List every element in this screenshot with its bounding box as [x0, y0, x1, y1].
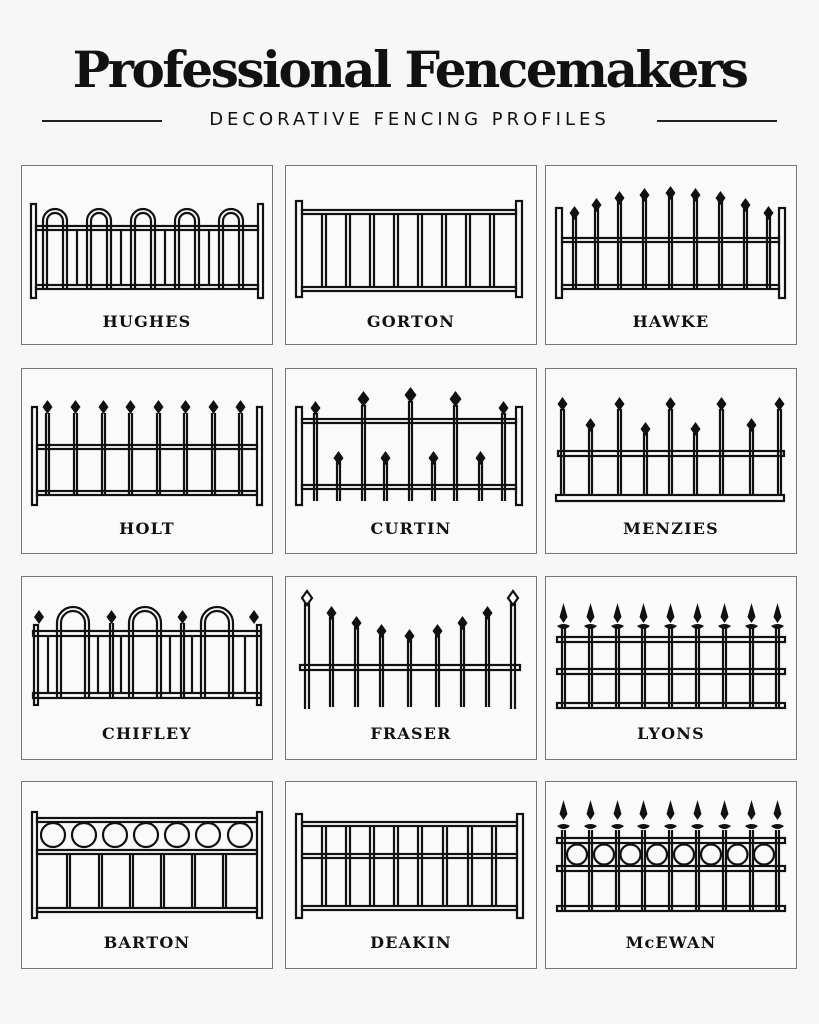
profile-card-fraser [285, 576, 537, 760]
subtitle-rule-left [42, 120, 162, 122]
profile-label: DEAKIN [370, 933, 452, 952]
profile-label: MENZIES [623, 519, 719, 538]
profile-card-holt [21, 368, 273, 554]
profile-card-deakin [285, 781, 537, 969]
profile-label: HAWKE [632, 312, 710, 331]
profile-label: HUGHES [102, 312, 192, 331]
profile-label: CHIFLEY [102, 724, 192, 743]
profile-label: BARTON [103, 933, 191, 952]
profile-label: GORTON [366, 312, 456, 331]
profile-card-mcewan [545, 781, 797, 969]
profile-label: CURTIN [370, 519, 452, 538]
page-subtitle: DECORATIVE FENCING PROFILES [209, 109, 610, 130]
profile-card-hawke [545, 165, 797, 345]
profile-card-curtin [285, 368, 537, 554]
profile-label: McEWAN [625, 933, 717, 952]
profile-card-chifley [21, 576, 273, 760]
subtitle-rule-right [657, 120, 777, 122]
profile-card-hughes [21, 165, 273, 345]
profile-label: FRASER [370, 724, 452, 743]
subtitle-row [0, 106, 819, 134]
profile-card-menzies [545, 368, 797, 554]
profile-card-gorton [285, 165, 537, 345]
profile-card-lyons [545, 576, 797, 760]
profile-card-barton [21, 781, 273, 969]
profile-label: LYONS [637, 724, 705, 743]
profile-label: HOLT [119, 519, 175, 538]
page-title: Professional Fencemakers [72, 40, 747, 99]
